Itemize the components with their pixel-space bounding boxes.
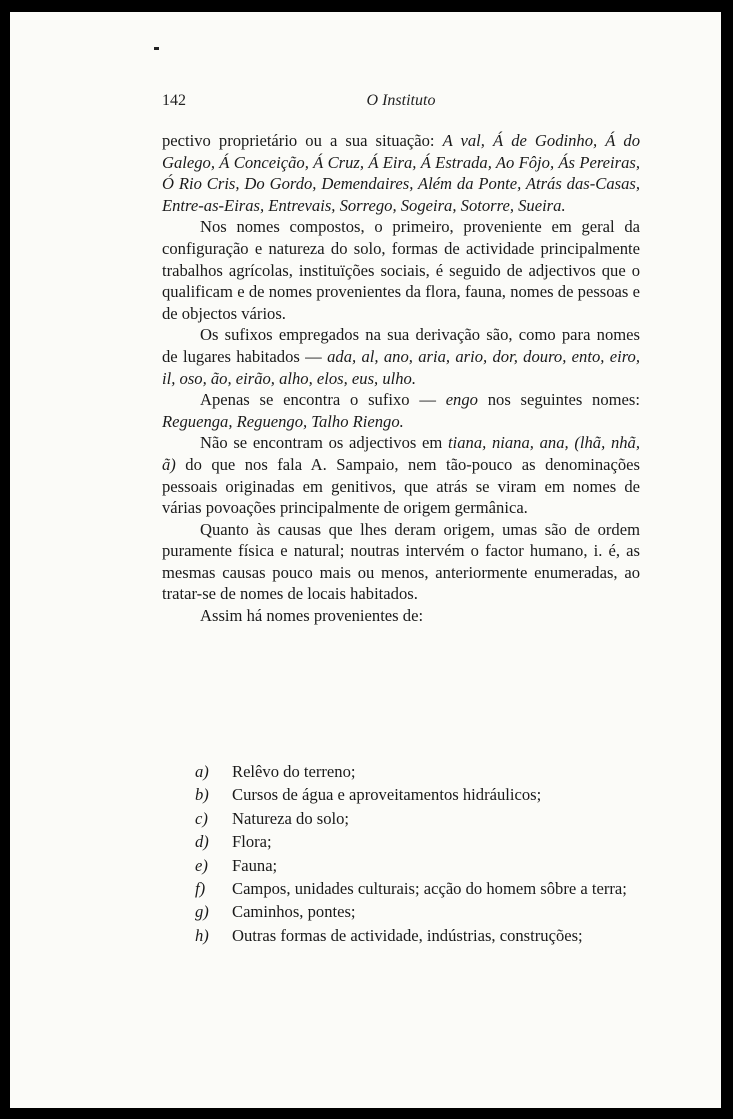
paragraph-1: pectivo proprietário ou a sua situação: A val, Á de Godinho, Á do Galego, Á Conceição, Á Cruz, Á Eira, Á Estrada, Ao Fôjo, Ás Pereiras, Ó Rio Cris, Do Gordo, Demendaires, Além da Ponte, Atrás das-Casas, Entre-as-Eiras, Entrevais, Sorrego, Sogeira, Sotorre, Sueira.	[162, 131, 640, 215]
suffix-list: ada, al, ano, aria, ario, dor, douro, ento, eiro, il, oso, ão, eirão, alho, elos, eus, ulho.	[162, 346, 640, 388]
paragraph-7: Assim há nomes provenientes de:	[200, 606, 424, 626]
running-title: O Instituto	[366, 92, 436, 109]
list-item: g) Caminhos, pontes;	[195, 902, 356, 922]
list-item: h) Outras formas de actividade, indústrias, construções;	[195, 925, 583, 945]
list-item: b) Cursos de água e aproveitamentos hidráulicos;	[195, 785, 542, 805]
paragraph-2: Nos nomes compostos, o primeiro, proveniente em geral da configuração e natureza do solo, formas de actividade principalmente trabalhos agrícolas, instituïções sociais, é seguido de adjectivos que o qualificam e de nomes provenientes da flora, fauna, nomes de pessoas e de objectos vários.	[162, 217, 640, 323]
place-names-list: A val, Á de Godinho, Á do Galego, Á Conceição, Á Cruz, Á Eira, Á Estrada, Ao Fôjo, Ás Pereiras, Ó Rio Cris, Do Gordo, Demendaires, Além da Ponte, Atrás das-Casas, Entre-as-Eiras, Entrevais, Sorrego, Sogeira, Sotorre, Sueira.	[162, 131, 640, 215]
page-number: 142	[162, 92, 186, 109]
list-item: e) Fauna;	[195, 855, 278, 875]
ink-speck	[154, 47, 159, 50]
paragraph-6: Quanto às causas que lhes deram origem, umas são de ordem puramente física e natural; noutras intervém o factor humano, i. é, as mesmas causas pouco mais ou menos, anteriormente enumeradas, ao tratar-se de nomes de locais habitados.	[162, 519, 640, 604]
page-header	[162, 92, 640, 114]
list-item: c) Natureza do solo;	[195, 808, 350, 828]
paragraph-4: Apenas se encontra o sufixo — engo nos seguintes nomes: Reguenga, Reguengo, Talho Riengo.	[162, 390, 640, 431]
main-text	[162, 130, 640, 627]
scan-border-left	[0, 0, 10, 1119]
paragraph-5: Não se encontram os adjectivos em tiana, niana, ana, (lhã, nhã, ã) do que nos fala A. Sampaio, nem tão-pouco as denominações pessoais originadas em genitivos, que atrás se viram em nomes de várias povoações principalmente de origem germânica.	[162, 433, 640, 518]
paragraph-3: Os sufixos empregados na sua derivação são, como para nomes de lugares habitados — ada, al, ano, aria, ario, dor, douro, ento, eiro, il, oso, ão, eirão, alho, elos, eus, ulho.	[162, 325, 640, 388]
list-item: d) Flora;	[195, 832, 272, 852]
enumerated-list	[162, 760, 640, 947]
list-item: a) Relêvo do terreno;	[195, 762, 356, 781]
list-item: f) Campos, unidades culturais; acção do homem sôbre a terra;	[195, 879, 627, 899]
